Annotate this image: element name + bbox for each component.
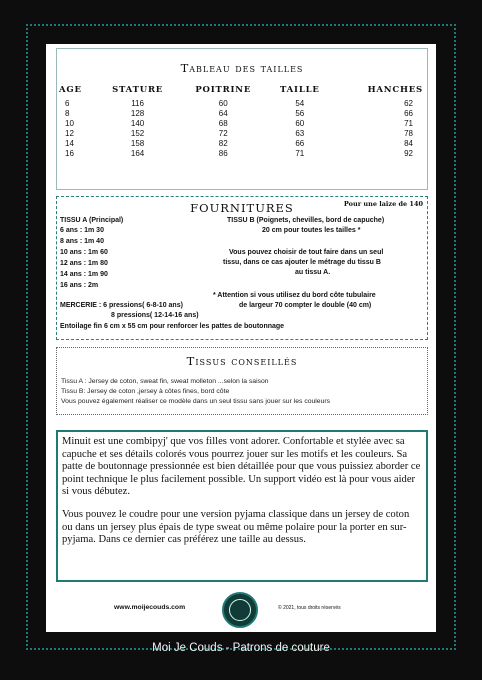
tissu-a-line: 16 ans : 2m xyxy=(60,282,99,289)
table-row xyxy=(57,109,427,119)
cell-stature: 158 xyxy=(130,139,145,148)
cell-poitrine: 64 xyxy=(218,109,228,118)
cell-poitrine: 68 xyxy=(218,119,228,128)
table-row xyxy=(57,119,427,129)
attention-line: * Attention si vous utilisez du bord côte tubulaire xyxy=(213,292,376,299)
brand-logo-icon xyxy=(222,592,258,628)
cell-poitrine: 82 xyxy=(218,139,228,148)
tissus-title: Tissus conseillés xyxy=(186,354,298,368)
description-paragraph: Vous pouvez le coudre pour une version pyjama classique dans un jersey de coton ou dans un jersey plus épais de type sweat ou même polaire pour la porter en sur-pyjama. Dans ce dernier cas préférez une taille au dessus. xyxy=(62,508,410,546)
table-row xyxy=(57,99,427,109)
header-poitrine: POITRINE xyxy=(195,85,252,95)
mercerie-line: 8 pressions( 12-14-16 ans) xyxy=(111,312,199,319)
cell-stature: 164 xyxy=(130,149,145,158)
cell-hanches: 66 xyxy=(404,109,413,118)
size-table xyxy=(57,85,427,159)
cell-age: 12 xyxy=(65,129,74,138)
cell-stature: 152 xyxy=(130,129,145,138)
pattern-sheet xyxy=(46,44,436,632)
cell-taille: 66 xyxy=(295,139,305,148)
tissu-a-line: 8 ans : 1m 40 xyxy=(60,238,104,245)
size-table-title: Tableau des tailles xyxy=(180,61,304,75)
tissus-section xyxy=(56,347,428,415)
cell-poitrine: 60 xyxy=(218,99,228,108)
table-row xyxy=(57,139,427,149)
brand-caption: Moi Je Couds - Patrons de couture xyxy=(152,642,330,654)
tissu-a-line: 10 ans : 1m 60 xyxy=(60,249,108,256)
cell-stature: 128 xyxy=(130,109,145,118)
cell-stature: 140 xyxy=(130,119,145,128)
cell-poitrine: 72 xyxy=(218,129,228,138)
cell-age: 16 xyxy=(65,149,74,158)
size-table-header-row xyxy=(57,85,427,99)
header-hanches: HANCHES xyxy=(367,85,423,95)
tissu-b-title: TISSU B (Poignets, chevilles, bord de capuche) xyxy=(227,217,385,224)
attention-line: de largeur 70 compter le double (40 cm) xyxy=(239,302,372,309)
choice-line: au tissu A. xyxy=(295,269,331,276)
fournitures-title: FOURNITURES xyxy=(190,201,294,215)
cell-poitrine: 86 xyxy=(218,149,228,158)
cell-hanches: 62 xyxy=(404,99,413,108)
tissu-a-line: 14 ans : 1m 90 xyxy=(60,271,108,278)
cell-hanches: 92 xyxy=(404,149,413,158)
website-link[interactable]: www.moijecouds.com xyxy=(114,604,186,611)
choice-line: Vous pouvez choisir de tout faire dans un seul xyxy=(229,249,384,256)
header-age: AGE xyxy=(59,85,82,95)
mercerie-line: MERCERIE : 6 pressions( 6-8-10 ans) xyxy=(60,302,183,309)
cell-taille: 71 xyxy=(295,149,305,158)
header-stature: STATURE xyxy=(112,85,164,95)
choice-line: tissu, dans ce cas ajouter le métrage du tissu B xyxy=(223,259,381,266)
cell-taille: 60 xyxy=(295,119,305,128)
cell-hanches: 78 xyxy=(404,129,413,138)
tissu-a-line: 6 ans : 1m 30 xyxy=(60,227,104,234)
tissu-a-line: 12 ans : 1m 80 xyxy=(60,260,108,267)
tissu-a-title: TISSU A (Principal) xyxy=(60,217,124,224)
cell-taille: 63 xyxy=(295,129,305,138)
cell-stature: 116 xyxy=(131,99,144,108)
cell-age: 14 xyxy=(65,139,74,148)
cell-hanches: 71 xyxy=(404,119,413,128)
header-taille: TAILLE xyxy=(279,85,320,95)
tissu-b-line: 20 cm pour toutes les tailles * xyxy=(262,227,361,234)
size-table-section xyxy=(56,48,428,190)
tissus-line: Tissu B: Jersey de coton ,jersey à côtes fines, bord côte xyxy=(61,388,230,395)
laize-note: Pour une laize de 140 xyxy=(343,200,423,208)
entoilage-line: Entoilage fin 6 cm x 55 cm pour renforcer les pattes de boutonnage xyxy=(60,323,285,330)
tissus-line: Vous pouvez également réaliser ce modèle dans un seul tissu sans jouer sur les couleurs xyxy=(61,398,331,405)
cell-hanches: 84 xyxy=(404,139,413,148)
cell-taille: 54 xyxy=(295,99,305,108)
table-row xyxy=(57,129,427,139)
cell-age: 10 xyxy=(65,119,74,128)
description-paragraph: Minuit est une combipyj' que vos filles vont adorer. Confortable et stylée avec sa capuche et ses détails colorés vous pourrez jouer sur les motifs et les couleurs. Sa patte de boutonnage pressionnée est bien détaillée pour que vous puissiez aborder ce point technique le plus facilement possible. Un support vidéo est là pour vous aider si vous débutez. xyxy=(62,436,421,498)
copyright-text: © 2021, tous droits réservés xyxy=(278,605,341,611)
tissus-line: Tissu A : Jersey de coton, sweat fin, sweat molleton ...selon la saison xyxy=(61,378,269,385)
table-row xyxy=(57,149,427,159)
cell-age: 8 xyxy=(65,109,70,118)
fournitures-section xyxy=(56,196,428,340)
cell-age: 6 xyxy=(65,99,70,108)
description-section xyxy=(56,430,428,582)
cell-taille: 56 xyxy=(295,109,305,118)
